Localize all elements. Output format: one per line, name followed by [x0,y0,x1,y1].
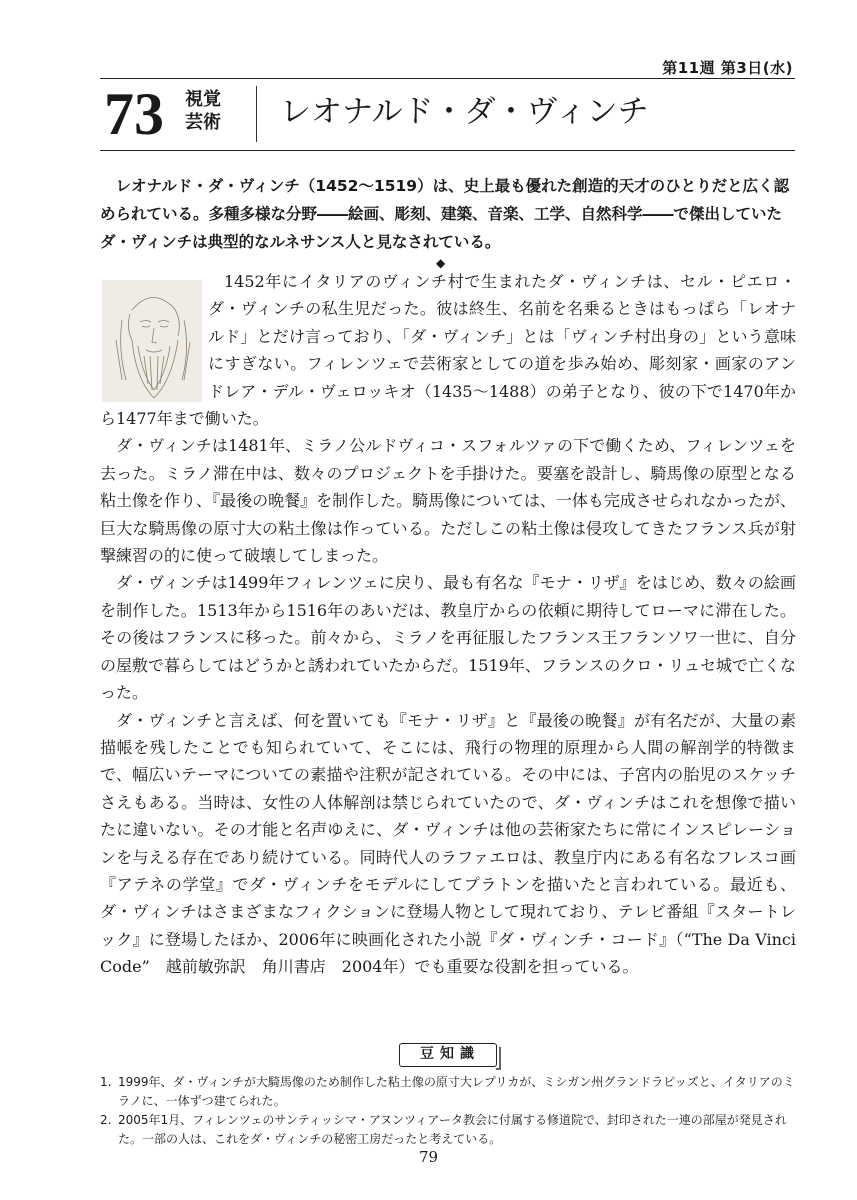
body-paragraph: 1452年にイタリアのヴィンチ村で生まれたダ・ヴィンチは、セル・ピエロ・ダ・ヴィンチの私生児だった。彼は終生、名前を名乗るときはもっぱら「レオナルド」とだけ言っており、「ダ・ヴィンチ」とは「ヴィンチ村出身の」という意味にすぎない。フィレンツェで芸術家としての道を歩み始め、彫刻家・画家のアンドレア・デル・ヴェロッキオ（1435〜1488）の弟子となり、彼の下で1470年から1477年まで働いた。 [100,272,796,429]
trivia-label: 豆知識 [420,1046,480,1062]
trivia-notes [100,1073,800,1149]
note-text: 2005年1月、フィレンツェのサンティッシマ・アヌンツィアータ教会に付属する修道院で、封印された一連の部屋が発見された。一部の人は、これをダ・ヴィンチの秘密工房だったと考えている。 [118,1113,787,1146]
header-rule-bottom [100,150,795,151]
note-number: 1. [100,1075,112,1089]
diamond-divider-icon: ◆ [436,256,446,270]
entry-number: 73 [104,81,164,147]
header-rule-top [100,78,795,79]
body-paragraph: ダ・ヴィンチは1481年、ミラノ公ルドヴィコ・スフォルツァの下で働くため、フィレンツェを去った。ミラノ滞在中は、数々のプロジェクトを手掛けた。要塞を設計し、騎馬像の原型となる粘土像を作り、『最後の晩餐』を制作した。騎馬像については、一体も完成させられなかったが、巨大な騎馬像の原寸大の粘土像は作っている。ただしこの粘土像は侵攻してきたフランス兵が射撃練習の的に使って破壊してしまった。 [100,436,796,566]
body-paragraph: ダ・ヴィンチと言えば、何を置いても『モナ・リザ』と『最後の晩餐』が有名だが、大量の素描帳を残したことでも知られていて、そこには、飛行の物理的原理から人間の解剖学的特徴まで、幅広いテーマについての素描や注釈が記されている。その中には、子宮内の胎児のスケッチさえもある。当時は、女性の人体解剖は禁じられていたので、ダ・ヴィンチはこれを想像で描いたに違いない。その才能と名声ゆえに、ダ・ヴィンチは他の芸術家たちに常にインスピレーションを与える存在であり続けている。同時代人のラファエロは、教皇庁内にある有名なフレスコ画『アテネの学堂』でダ・ヴィンチをモデルにしてプラトンを描いたと言われている。最近も、ダ・ヴィンチはさまざまなフィクションに登場人物として現れており、テレビ番組『スタートレック』に登場したほか、2006年に映画化された小説『ダ・ヴィンチ・コード』（“The Da Vinci Code” 越前敏弥訳 角川書店 2004年）でも重要な役割を担っている。 [100,710,796,977]
portrait-spacer [100,268,208,402]
header-divider [256,86,257,142]
category-line: 芸術 [185,112,221,133]
article-body [100,268,796,981]
trivia-note [100,1111,800,1149]
week-day-label: 第11週 第3日(水) [662,59,793,77]
body-paragraph: ダ・ヴィンチは1499年フィレンツェに戻り、最も有名な『モナ・リザ』をはじめ、数々の絵画を制作した。1513年から1516年のあいだは、教皇庁からの依頼に期待してローマに滞在した。その後はフランスに移った。前々から、ミラノを再征服したフランス王フランソワ一世に、自分の屋敷で暮らしてはどうかと誘われていたからだ。1519年、フランスのクロ・リュセ城で亡くなった。 [100,573,796,703]
category-line: 視覚 [185,89,221,110]
page-number: 79 [418,1148,439,1166]
category-label [185,88,233,134]
note-text: 1999年、ダ・ヴィンチが大騎馬像のため制作した粘土像の原寸大レプリカが、ミシガン州グランドラピッズと、イタリアのミラノに、一体ずつ建てられた。 [118,1075,795,1108]
note-number: 2. [100,1113,112,1127]
trivia-note [100,1073,800,1111]
page-title: レオナルド・ダ・ヴィンチ [280,94,649,130]
lead-paragraph: レオナルド・ダ・ヴィンチ（1452〜1519）は、史上最も優れた創造的天才のひとりだと広く認められている。多種多様な分野――絵画、彫刻、建築、音楽、工学、自然科学――で傑出していたダ・ヴィンチは典型的なルネサンス人と見なされている。 [100,177,790,251]
